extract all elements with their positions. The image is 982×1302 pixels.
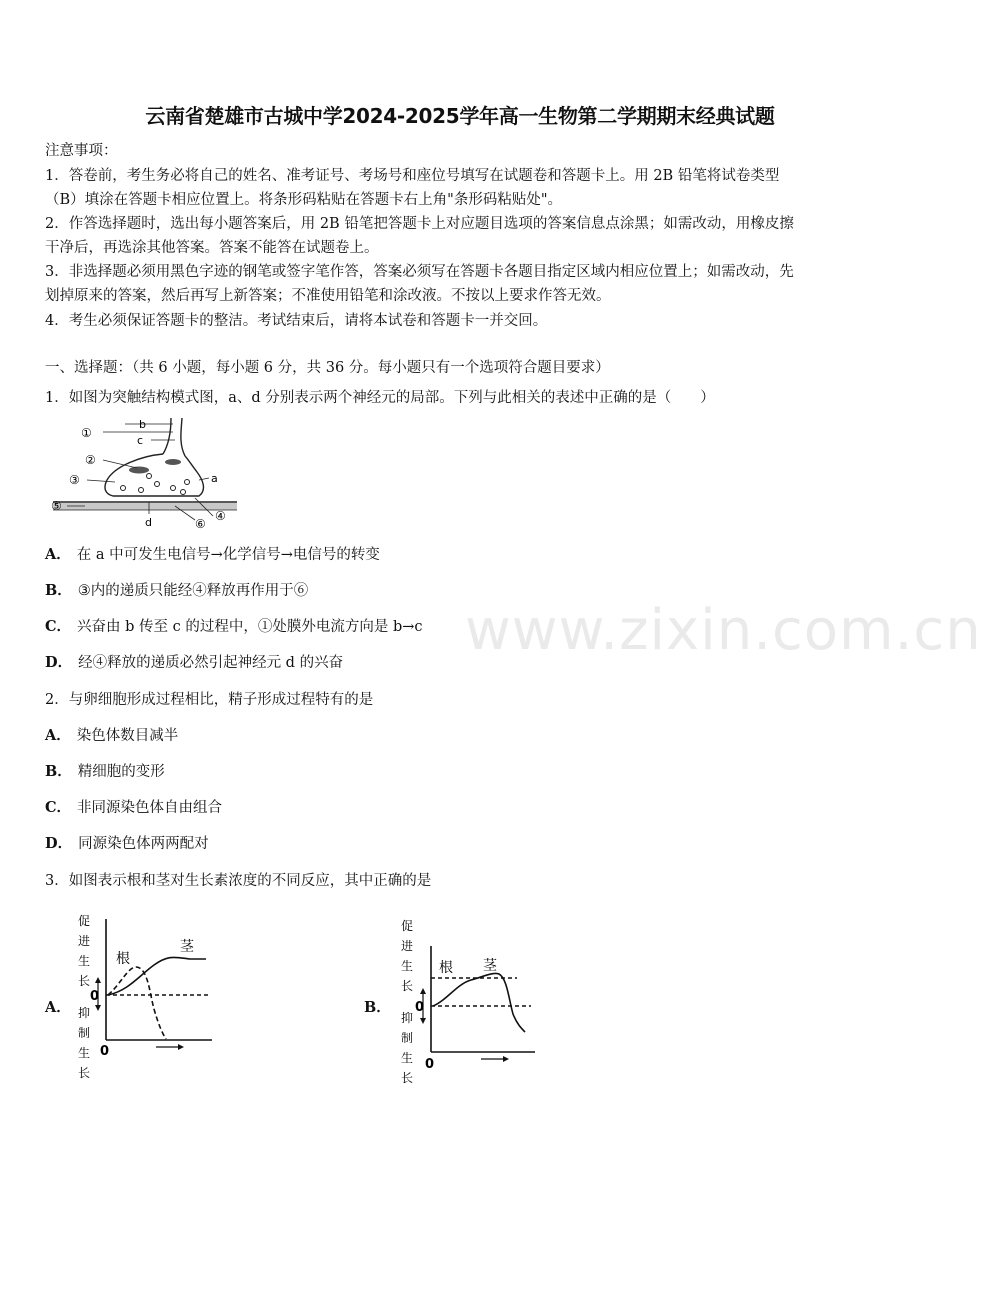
option-key: D． [45,835,73,852]
q1-option-a[interactable] [45,543,380,564]
q2-option-a[interactable] [45,724,178,745]
notice-line: 划掉原来的答案，然后再写上新答案；不准使用铅笔和涂改液。不按以上要求作答无效。 [45,288,611,304]
option-text: 同源染色体两两配对 [78,836,209,852]
q1-option-b[interactable] [45,579,308,600]
notice-line: 2．作答选择题时，选出每小题答案后，用 2B 铅笔把答题卡上对应题目选项的答案信息点涂黑；如需改动，用橡皮擦 [45,216,794,232]
option-key: C． [45,618,72,635]
notice-line: （B）填涂在答题卡相应位置上。将条形码粘贴在答题卡右上角"条形码粘贴处"。 [45,192,562,208]
option-text: 精细胞的变形 [77,764,165,780]
q3-option-b[interactable] [364,996,397,1017]
option-text: 在 a 中可发生电信号→化学信号→电信号的转变 [76,547,380,563]
option-key: C． [45,799,72,816]
watermark: www.zixin.com.cn [465,598,982,663]
stem-label: 茎 [180,939,194,955]
axis-label-promote: 促进生长 [78,914,91,988]
root-label: 根 [439,960,453,976]
zero-label: 0 [90,989,100,1004]
synapse-figure [45,410,245,532]
notice-heading: 注意事项： [45,143,118,159]
option-key: B． [364,999,391,1016]
label-b: b [139,418,146,431]
axis-label-promote: 促进生长 [401,919,414,993]
graph-a [70,905,220,1085]
q2-option-d[interactable] [45,832,209,853]
option-key: B． [45,582,72,599]
option-key: A． [45,999,71,1016]
option-key: B． [45,763,72,780]
notice-line: 干净后，再选涂其他答案。答案不能答在试题卷上。 [45,240,379,256]
axis-label-inhibit: 抑制生长 [78,1006,91,1080]
q1-option-d[interactable] [45,651,343,672]
q1-stem: 1．如图为突触结构模式图，a、d 分别表示两个神经元的局部。下列与此相关的表述中正确的是（ ） [45,390,715,406]
label-a: a [211,472,218,485]
option-text: 兴奋由 b 传至 c 的过程中，①处膜外电流方向是 b→c [77,619,423,635]
option-text: 非同源染色体自由组合 [77,800,223,816]
notice-line: 1．答卷前，考生务必将自己的姓名、准考证号、考场号和座位号填写在试题卷和答题卡上。用 2B 铅笔将试卷类型 [45,168,780,184]
notice-line: 3．非选择题必须用黑色字迹的钢笔或签字笔作答，答案必须写在答题卡各题目指定区域内相应位置上；如需改动，先 [45,264,794,280]
zero-label: 0 [415,1000,425,1015]
label-d: d [145,516,152,529]
page-title: 云南省楚雄市古城中学2024-2025学年高一生物第二学期期末经典试题 [145,104,775,128]
label-2: ② [85,453,96,467]
root-label: 根 [116,951,130,967]
notice-line: 4．考生必须保证答题卡的整洁。考试结束后，请将本试卷和答题卡一并交回。 [45,313,548,329]
stem-label: 茎 [483,958,497,974]
q2-option-c[interactable] [45,796,222,817]
option-key: A． [45,546,71,563]
origin-label: 0 [100,1044,110,1059]
label-3: ③ [69,473,80,487]
q2-stem: 2．与卵细胞形成过程相比，精子形成过程特有的是 [45,692,374,708]
option-key: D． [45,654,73,671]
option-text: ③内的递质只能经④释放再作用于⑥ [77,583,309,599]
option-key: A． [45,727,71,744]
q2-option-b[interactable] [45,760,165,781]
origin-label: 0 [425,1057,435,1072]
label-c: c [137,434,144,447]
section-heading: 一、选择题：（共 6 小题，每小题 6 分，共 36 分。每小题只有一个选项符合题目要求） [45,360,610,376]
axis-label-inhibit: 抑制生长 [401,1011,414,1085]
label-6: ⑥ [195,517,206,531]
option-text: 经④释放的递质必然引起神经元 d 的兴奋 [78,655,344,671]
q3-stem: 3．如图表示根和茎对生长素浓度的不同反应，其中正确的是 [45,873,432,889]
q1-option-c[interactable] [45,615,423,636]
label-5: ⑤ [51,499,62,513]
graph-b [393,910,543,1090]
label-4: ④ [215,509,226,523]
label-1: ① [81,426,92,440]
option-text: 染色体数目减半 [76,728,179,744]
